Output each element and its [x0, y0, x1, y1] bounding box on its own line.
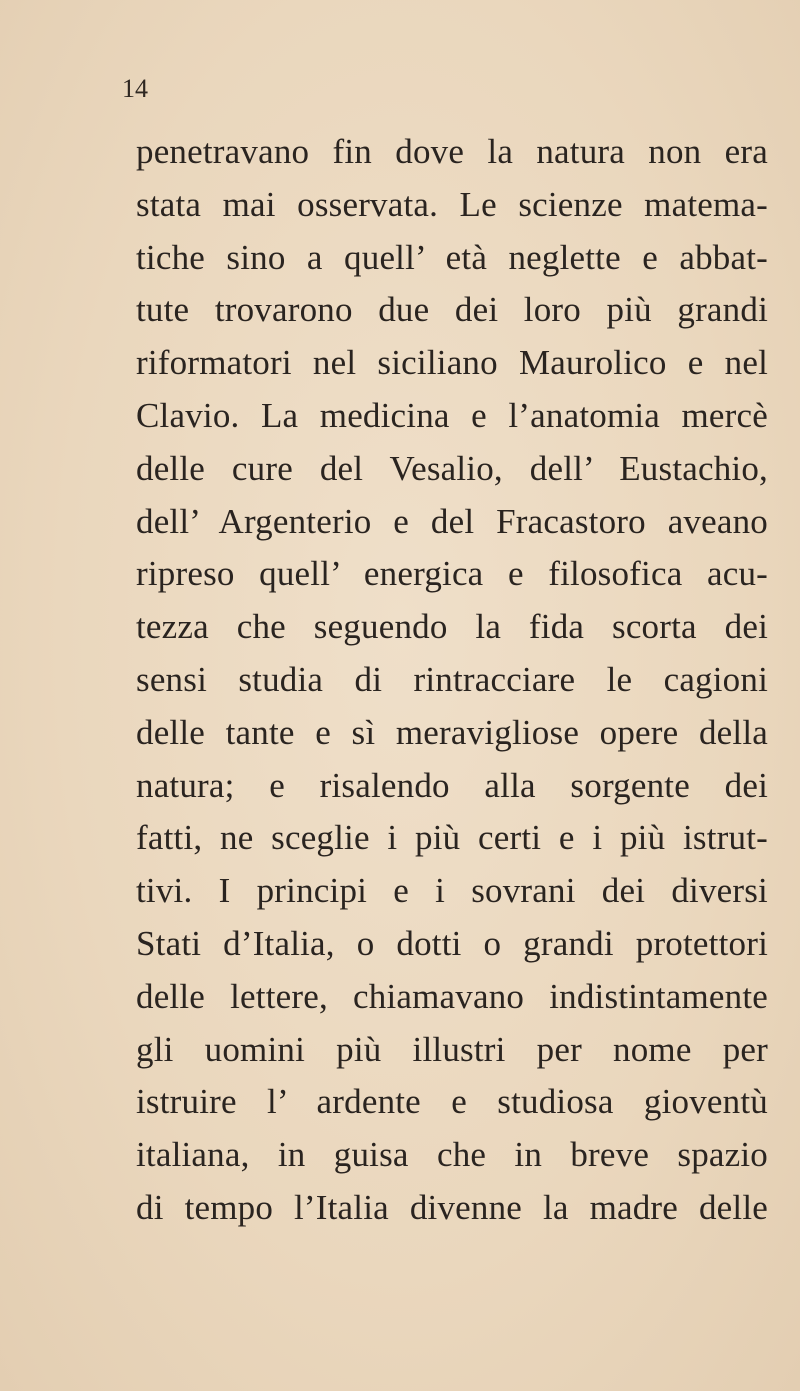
body-text	[136, 126, 768, 1235]
text-line: delle tante e sì meravigliose opere della	[136, 712, 768, 752]
text-line: delle lettere, chiamavano indistintamente	[136, 976, 768, 1016]
text-line: penetravano fin dove la natura non era	[136, 132, 768, 171]
text-line: natura; e risalendo alla sorgente dei	[136, 765, 768, 805]
text-line: stata mai osservata. Le scienze matema-	[136, 184, 768, 224]
text-line: tiche sino a quell’ età neglette e abbat-	[136, 237, 768, 277]
text-line: Stati d’Italia, o dotti o grandi protettori	[136, 923, 768, 963]
text-line: di tempo l’Italia divenne la madre delle	[136, 1187, 768, 1227]
text-line: tivi. I principi e i sovrani dei diversi	[136, 871, 768, 911]
text-line: Clavio. La medicina e l’anatomia mercè	[136, 395, 768, 435]
text-line: ripreso quell’ energica e filosofica acu-	[136, 554, 768, 594]
text-line: fatti, ne sceglie i più certi e i più istrut-	[136, 818, 768, 858]
text-line: italiana, in guisa che in breve spazio	[136, 1135, 768, 1175]
page-number: 14	[122, 74, 148, 103]
text-line: tute trovarono due dei loro più grandi	[136, 290, 768, 330]
text-line: tezza che seguendo la fida scorta dei	[136, 607, 768, 647]
text-line: istruire l’ ardente e studiosa gioventù	[136, 1082, 768, 1122]
text-line: sensi studia di rintracciare le cagioni	[136, 659, 768, 699]
text-line: gli uomini più illustri per nome per	[136, 1029, 768, 1069]
text-line: dell’ Argenterio e del Fracastoro aveano	[136, 501, 768, 541]
text-line: delle cure del Vesalio, dell’ Eustachio,	[136, 448, 768, 488]
text-line: riformatori nel siciliano Maurolico e nel	[136, 343, 768, 383]
